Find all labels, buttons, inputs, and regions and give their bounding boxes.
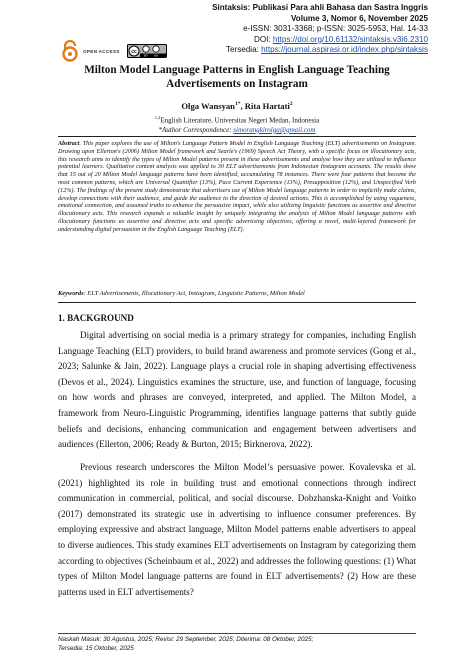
abstract [58,140,416,234]
correspondence-label: *Author Correspondence: [158,125,234,134]
body-paragraph-1: Digital advertising on social media is a primary strategy for companies, including English Language Teaching (ELT) providers, to build brand awareness and promote services (Gong et al., 2023; Salunke & Jain, 2022). Language plays a crucial role in shaping advertising effectiveness (Devos et al., 2024). Linguistics examines the structure, use, and function of language, focusing on how words and phrases are conveyed, interpreted, and applied. The Milton Model, a framework from Neuro-Linguistic Programming, identifies language patterns that subtly guide beliefs and decisions, enhancing communication and engagement between advertisers and audiences (Ellerton, 2006; Ready & Burton, 2015; Birknerova, 2022). [58,330,416,450]
doi-link[interactable]: https://doi.org/10.61132/sintaksis.v3i6.2310 [272,34,428,44]
journal-volume: Volume 3, Nomor 6, November 2025 [290,13,428,23]
keywords-bottom-rule [58,302,416,303]
journal-link[interactable]: https://journal.aspirasi.or.id/index.php/sintaksis [261,45,428,55]
author-1: Olga Wansyan [181,101,235,111]
keywords [58,290,416,297]
available-label: Tersedia: [225,45,262,55]
affiliation-block [60,113,414,135]
abstract-top-rule [58,136,416,137]
author-line [60,101,414,111]
footnote-line-1: Naskah Masuk: 30 Agustus, 2025; Revisi: 29 September, 2025; Diterima: 08 Oktober, 2025; [58,636,314,643]
affiliation-line [60,113,414,126]
correspondence-line [60,126,414,136]
doi-label: DOI: [254,34,273,44]
journal-header [128,3,428,56]
author-1-mark: 1* [234,101,241,108]
author-2-mark: 2 [289,101,293,108]
abstract-label: Abstract [58,140,80,147]
affiliation-mark: 1,2 [154,115,161,120]
doi-line [128,35,428,46]
correspondence-email[interactable]: simorangkirolga@gmail.com [233,125,316,134]
open-access-icon [58,40,82,62]
available-line [128,45,428,56]
footnote-line-2: Tersedia: 15 Oktober, 2025 [58,644,134,652]
keywords-label: Keywords [58,290,84,297]
paper-title: Milton Model Language Patterns in English Language Teaching Advertisements on Instagram [84,64,390,90]
submission-footnote [58,636,416,653]
svg-text:BY: BY [143,53,148,58]
journal-name: Sintaksis: Publikasi Para ahli Bahasa dan Sastra Inggris [212,3,428,12]
section-heading: 1. BACKGROUND [58,313,134,323]
affiliation-text: English Literature, Universitas Negeri Medan, Indonesia [160,116,320,125]
keywords-text: : ELT Advertisements, Illocutionary Act, Instagram, Linguistic Patterns, Milton Model [83,290,305,297]
footnote-rule [58,633,416,634]
svg-text:SA: SA [153,53,158,58]
journal-issn: e-ISSN: 3031-3368; p-ISSN: 3025-5953, Hal. 14-33 [243,24,428,34]
svg-text:cc: cc [130,49,137,55]
author-separator: , [240,101,245,111]
abstract-text: . This paper explores the use of Milton's Language Pattern Model in English Language Teaching (ELT) advertisements on Instagram. Drawing upon Ellerton's (2006) Milton Model framework and Searle's (1969) Speech Act Theory, with a specific focus on illocutionary acts, this research aims to identify the types of Milton Model patterns present in these advertisements and analyse how they are utilized to influence potential learners. Qualitative content analysis was applied to 30 ELT advertisements from Indonesian Instagram accounts. The results show that 15 out of 20 Milton Model language patterns have been identified, accumulating 78 instances. There were four patterns that become the most common patterns, which are Universal Quantifier (13%), Pace Current Experience (13%), Presupposition (12%), and Unspecified Verb (12%). The findings of the present study demonstrate that advertisers use of Milton Model language patterns in order to implicitly make claims, develop connections with their audience, and guide the audience to the direction of desired actions. This is accomplished by using vagueness, emotional connection, and assumed truths to enhance the persuasive impact, while also utilizing linguistic functions as assertive and directive illocutionary acts. This research expands a valuable insight by uniquely integrating the analysis of Milton Model language patterns with illocutionary functions as assertive and directive acts and specific advertising objectives, offering a novel, multi-layered framework for understanding digital persuasion in the English Language Teaching (ELT). [58,140,416,233]
author-2: Rita Hartati [244,101,290,111]
open-access-label: OPEN ACCESS [83,48,120,54]
body-paragraph-2: Previous research underscores the Milton Model’s persuasive power. Kovalevska et al. (2021) highlighted its role in building trust and emotional connections through indirect communication in commercial, political, and social discourse. Dobzhanska-Knight and Voitko (2017) demonstrated its strategic use in advertising to influence consumer preferences. By employing expressive and abstract language, Milton Model patterns enable advertisers to appeal to diverse audiences. This study examines ELT advertisements on Instagram by categorizing them according to objectives (Scheinbaum et al., 2022) and addresses the following questions: (1) What types of Milton Model language patterns are found in ELT advertisements? (2) How are these patterns used in ELT advertisements? [58,462,416,597]
